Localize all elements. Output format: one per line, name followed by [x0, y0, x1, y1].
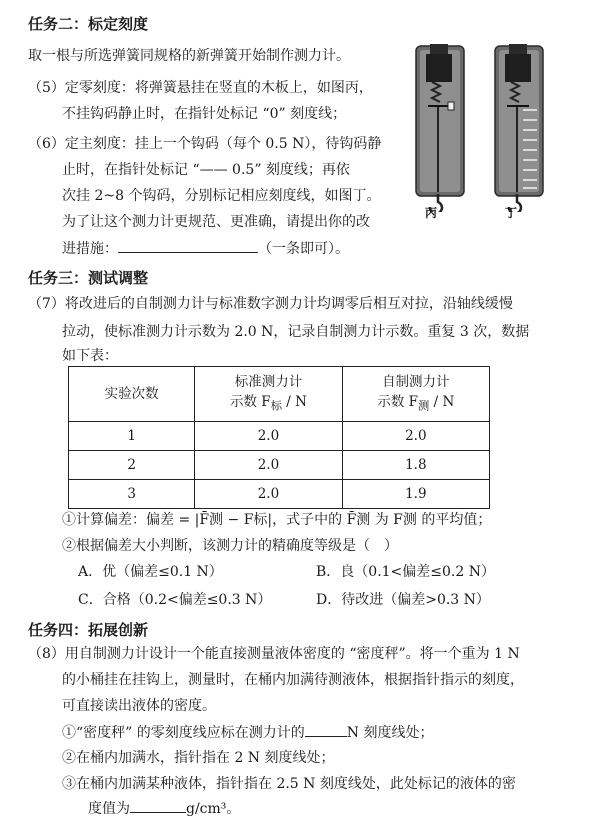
header-standard-unit: / N: [281, 393, 307, 410]
cell-selfmade: 1.9: [342, 480, 489, 509]
header-standard-symbol: 示数 F: [230, 393, 271, 410]
cell-standard: 2.0: [195, 451, 342, 480]
header-standard-sub: 标: [270, 399, 282, 413]
option-a[interactable]: A．优（偏差≤0.1 N）: [78, 564, 223, 580]
q5-line1: （5）定零刻度：将弹簧悬挂在竖直的木板上，如图丙，: [28, 80, 373, 96]
q6-line3: 次挂 2~8 个钩码，分别标记相应刻度线，如图丁。: [62, 188, 381, 204]
q6-line5: [62, 238, 349, 259]
table-row: [69, 422, 490, 451]
q8-line1: （8）用自制测力计设计一个能直接测量液体密度的 “密度秤”。将一个重为 1 N: [28, 646, 520, 662]
answer-blank-improvement[interactable]: [118, 238, 258, 253]
header-selfmade-unit: / N: [429, 393, 455, 410]
cell-trial: 2: [69, 451, 195, 480]
header-trial: 实验次数: [69, 367, 195, 422]
option-b[interactable]: B．良（0.1<偏差≤0.2 N）: [316, 564, 495, 580]
answer-blank-zero-mark[interactable]: [305, 722, 347, 737]
q6-line2: 止时，在指针处标记 “—— 0.5” 刻度线；再依: [62, 162, 350, 178]
header-selfmade-sub: 测: [418, 399, 430, 413]
table-row: [69, 480, 490, 509]
task2-intro: 取一根与所选弹簧同规格的新弹簧开始制作测力计。: [28, 48, 350, 64]
header-selfmade-symbol: 示数 F: [377, 393, 419, 410]
q8-sub3-line2: [88, 798, 240, 819]
cell-trial: 3: [69, 480, 195, 509]
q8-sub3-unit: g/cm³。: [186, 801, 241, 817]
header-selfmade-line2: [344, 392, 488, 417]
figure-caption-bing: 丙: [425, 206, 438, 220]
table-header-row: [69, 367, 490, 422]
q7-sub2: ②根据偏差大小判断，该测力计的精确度等级是（ ）: [62, 538, 398, 554]
header-standard-line2: [196, 392, 340, 417]
header-standard: [195, 367, 342, 422]
header-selfmade: [342, 367, 489, 422]
cell-trial: 1: [69, 422, 195, 451]
q8-sub1: [62, 722, 433, 743]
q7-sub1: ①计算偏差：偏差 = |F̄测 − F标|，式子中的 F̄测 为 F测 的平均值；: [62, 512, 492, 528]
answer-blank-density[interactable]: [130, 798, 186, 813]
q6-line1: （6）定主刻度：挂上一个钩码（每个 0.5 N），待钩码静: [28, 136, 382, 152]
header-standard-line1: 标准测力计: [234, 373, 303, 390]
q8-sub1-suffix: N 刻度线处；: [346, 725, 434, 741]
cell-standard: 2.0: [195, 480, 342, 509]
task2-heading: 任务二：标定刻度: [28, 15, 149, 33]
table-row: [69, 451, 490, 480]
header-selfmade-line1: 自制测力计: [382, 373, 450, 390]
q5-line2: 不挂钩码静止时，在指针处标记 “0” 刻度线；: [62, 106, 347, 122]
q8-sub1-prompt: ①“密度秤” 的零刻度线应标在测力计的: [62, 725, 305, 741]
option-c[interactable]: C．合格（0.2<偏差≤0.3 N）: [78, 592, 272, 608]
option-d[interactable]: D．待改进（偏差>0.3 N）: [316, 592, 490, 608]
figure-caption-ding: 丁: [505, 206, 518, 220]
q8-line3: 可直接读出液体的密度。: [62, 698, 216, 714]
data-table: [68, 366, 490, 509]
cell-standard: 2.0: [195, 422, 342, 451]
q6-prompt: 进措施：: [62, 241, 118, 257]
spring-board-figure-bing: [408, 42, 472, 212]
cell-selfmade: 2.0: [342, 422, 489, 451]
q8-sub2: ②在桶内加满水，指针指在 2 N 刻度线处；: [62, 750, 335, 766]
spring-board-figure-ding: [487, 42, 551, 212]
q8-line2: 的小桶挂在挂钩上，测量时，在桶内加满待测液体，根据指针指示的刻度，: [62, 672, 524, 688]
q7-line3: 如下表：: [62, 348, 118, 364]
task4-heading: 任务四：拓展创新: [28, 621, 149, 639]
q8-sub3-line1: ③在桶内加满某种液体，指针指在 2.5 N 刻度线处，此处标记的液体的密: [62, 776, 516, 792]
cell-selfmade: 1.8: [342, 451, 489, 480]
task3-heading: 任务三：测试调整: [28, 269, 149, 287]
q7-line1: （7）将改进后的自制测力计与标准数字测力计均调零后相互对拉，沿轴线缓慢: [28, 296, 513, 312]
q6-suffix: （一条即可）。: [258, 241, 349, 257]
q8-sub3-prompt: 度值为: [88, 801, 130, 817]
q7-line2: 拉动，使标准测力计示数为 2.0 N，记录自制测力计示数。重复 3 次，数据: [62, 324, 530, 340]
q6-line4: 为了让这个测力计更规范、更准确，请提出你的改: [62, 214, 370, 230]
